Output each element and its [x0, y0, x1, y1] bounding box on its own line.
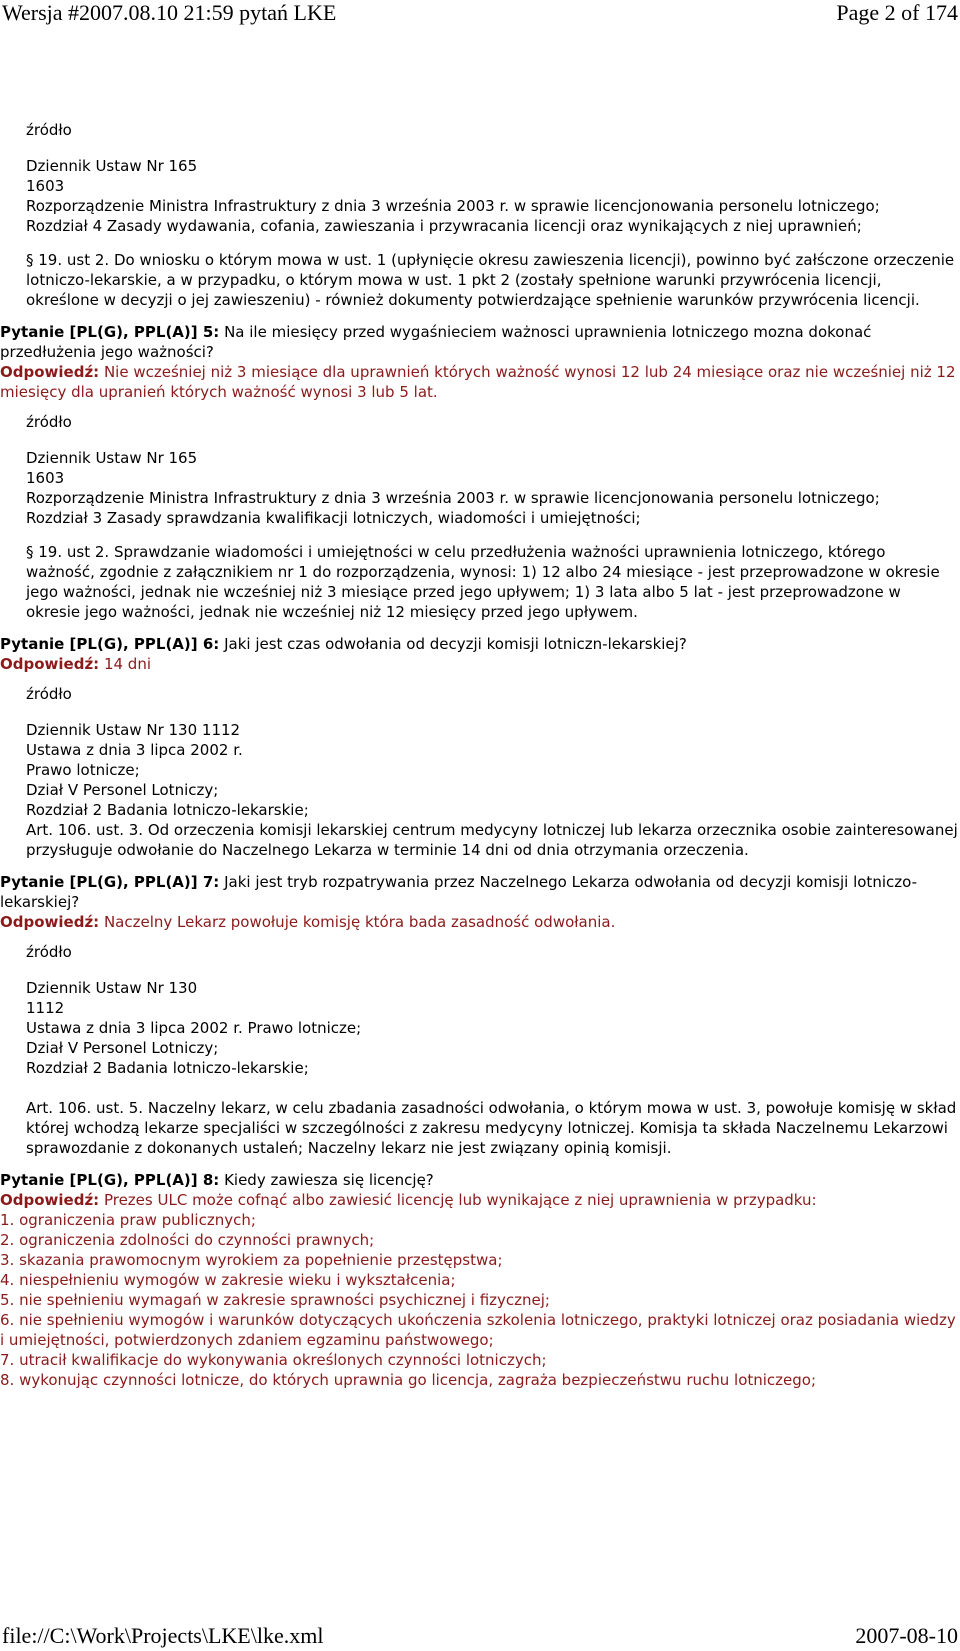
answer-label: Odpowiedź: [0, 363, 100, 381]
source-link[interactable]: źródło [26, 685, 72, 703]
answer-text: Naczelny Lekarz powołuje komisję która bada zasadność odwołania. [103, 913, 616, 931]
source-line: Ustawa z dnia 3 lipca 2002 r. [26, 741, 243, 759]
question-body: Jaki jest tryb rozpatrywania przez Naczelnego Lekarza odwołania od decyzji komisji lotniczo-lekarskiej? [0, 873, 917, 911]
source-line: Rozdział 2 Badania lotniczo-lekarskie; [26, 1059, 309, 1077]
answer-list-item: 3. skazania prawomocnym wyrokiem za popełnienie przestępstwa; [0, 1251, 503, 1269]
question-text [0, 872, 958, 912]
legal-paragraph: § 19. ust 2. Do wniosku o którym mowa w ust. 1 (upłynięcie okresu zawieszenia licencji), powinno być załśczone orzeczenie lotniczo-lekarskie, a w przypadku, o którym mowa w ust. 1 pkt 2 (zostały spełnione warunki przywrócenia licencji, określone w decyzji o jej zawieszeniu) - również dokumenty potwierdzające spełnienie warunków przywrócenia licencji. [26, 251, 955, 309]
legal-paragraph: § 19. ust 2. Sprawdzanie wiadomości i umiejętności w celu przedłużenia ważności uprawnienia lotniczego, którego ważność, zgodnie z załącznikiem nr 1 do rozporządzenia, wynosi: 1) 12 albo 24 miesiące - jest przeprowadzone w okresie jego ważności, jednak nie wcześniej niż 3 miesiące przed jego upływem; 1) 3 lata albo 5 lat - jest przeprowadzone w okresie jego ważności, jednak nie wcześniej niż 12 miesięcy przed jego upływem. [26, 543, 940, 621]
question-8 [0, 1170, 958, 1390]
question-text [0, 634, 958, 654]
source-link[interactable]: źródło [26, 943, 72, 961]
footer-file-path: file://C:\Work\Projects\LKE\lke.xml [2, 1623, 324, 1648]
source-line: Dziennik Ustaw Nr 130 [26, 979, 198, 997]
question-7 [0, 872, 958, 932]
source-line: Dział V Personel Lotniczy; [26, 1039, 219, 1057]
source-line: Ustawa z dnia 3 lipca 2002 r. Prawo lotnicze; [26, 1019, 362, 1037]
answer-list-item: 7. utracił kwalifikacje do wykonywania określonych czynności lotniczych; [0, 1351, 547, 1369]
answer [0, 912, 958, 932]
source-line: Dziennik Ustaw Nr 165 [26, 157, 198, 175]
answer [0, 1190, 958, 1210]
answer-label: Odpowiedź: [0, 1191, 100, 1209]
question-5 [0, 322, 958, 402]
source-line: Art. 106. ust. 3. Od orzeczenia komisji lekarskiej centrum medycyny lotniczej lub lekarza orzecznika osobie zainteresowanej przysługuje odwołanie do Naczelnego Lekarza w terminie 14 dni od dnia otrzymania orzeczenia. [26, 821, 958, 859]
source-link[interactable]: źródło [26, 413, 72, 431]
source-line: 1603 [26, 469, 65, 487]
answer-list-item: 1. ograniczenia praw publicznych; [0, 1211, 256, 1229]
source-line: Prawo lotnicze; [26, 761, 140, 779]
question-label: Pytanie [PL(G), PPL(A)] 5: [0, 323, 220, 341]
source-link[interactable]: źródło [26, 121, 72, 139]
source-block [26, 684, 958, 860]
question-text [0, 322, 958, 362]
answer-list-item: 8. wykonując czynności lotnicze, do których uprawnia go licencja, zagraża bezpieczeństwu ruchu lotniczego; [0, 1371, 817, 1389]
source-line: 1112 [26, 999, 65, 1017]
question-text [0, 1170, 958, 1190]
source-block [26, 120, 958, 310]
answer-list-item: 6. nie spełnieniu wymogów i warunków dotyczących ukończenia szkolenia lotniczego, praktyki lotniczej oraz posiadania wiedzy i umiejętności, potwierdzonych zdaniem egzaminu państwowego; [0, 1311, 956, 1349]
answer-label: Odpowiedź: [0, 913, 100, 931]
source-block [26, 942, 958, 1158]
answer [0, 654, 958, 674]
footer-date: 2007-08-10 [855, 1623, 958, 1648]
answer-list-item: 5. nie spełnieniu wymagań w zakresie sprawności psychicznej i fizycznej; [0, 1291, 550, 1309]
answer-text: Nie wcześniej niż 3 miesiące dla uprawnień których ważność wynosi 12 lub 24 miesiące oraz nie wcześniej niż 12 miesięcy dla upranień których ważność wynosi 3 lub 5 lat. [0, 363, 956, 401]
answer-list-item: 4. niespełnieniu wymogów w zakresie wieku i wykształcenia; [0, 1271, 456, 1289]
legal-paragraph: Art. 106. ust. 5. Naczelny lekarz, w celu zbadania zasadności odwołania, o którym mowa w ust. 3, powołuje komisję w skład której wchodzą lekarze specjaliści w szczególności z zakresu medycyny lotniczej. Komisja ta składa Naczelnemu Lekarzowi sprawozdanie z dokonanych ustaleń; Naczelny lekarz nie jest związany opinią komisji. [26, 1099, 957, 1157]
page-header [0, 0, 960, 28]
answer-label: Odpowiedź: [0, 655, 100, 673]
page-footer [0, 1623, 960, 1651]
source-line: Rozdział 4 Zasady wydawania, cofania, zawieszania i przywracania licencji oraz wynikających z niej uprawnień; [26, 217, 862, 235]
document-body [0, 120, 958, 1390]
source-line: Rozporządzenie Ministra Infrastruktury z dnia 3 września 2003 r. w sprawie licencjonowania personelu lotniczego; [26, 197, 880, 215]
source-line: Dziennik Ustaw Nr 130 1112 [26, 721, 241, 739]
source-line: Dziennik Ustaw Nr 165 [26, 449, 198, 467]
answer-list-item: 2. ograniczenia zdolności do czynności prawnych; [0, 1231, 375, 1249]
question-body: Na ile miesięcy przed wygaśnieciem ważnosci uprawnienia lotniczego mozna dokonać przedłużenia jego ważności? [0, 323, 872, 361]
question-body: Kiedy zawiesza się licencję? [224, 1171, 434, 1189]
source-line: Rozporządzenie Ministra Infrastruktury z dnia 3 września 2003 r. w sprawie licencjonowania personelu lotniczego; [26, 489, 880, 507]
answer-text: 14 dni [103, 655, 152, 673]
source-line: Rozdział 2 Badania lotniczo-lekarskie; [26, 801, 309, 819]
header-page-number: Page 2 of 174 [836, 0, 958, 25]
source-line: Rozdział 3 Zasady sprawdzania kwalifikacji lotniczych, wiadomości i umiejętności; [26, 509, 641, 527]
answer [0, 362, 958, 402]
source-line: Dział V Personel Lotniczy; [26, 781, 219, 799]
question-body: Jaki jest czas odwołania od decyzji komisji lotniczn-lekarskiej? [224, 635, 687, 653]
question-label: Pytanie [PL(G), PPL(A)] 8: [0, 1171, 220, 1189]
answer-text: Prezes ULC może cofnąć albo zawiesić licencję lub wynikające z niej uprawnienia w przypadku: [103, 1191, 817, 1209]
source-line: 1603 [26, 177, 65, 195]
question-label: Pytanie [PL(G), PPL(A)] 6: [0, 635, 220, 653]
header-version: Wersja #2007.08.10 21:59 pytań LKE [2, 0, 337, 25]
question-label: Pytanie [PL(G), PPL(A)] 7: [0, 873, 220, 891]
answer-list [0, 1210, 958, 1390]
question-6 [0, 634, 958, 674]
source-block [26, 412, 958, 622]
